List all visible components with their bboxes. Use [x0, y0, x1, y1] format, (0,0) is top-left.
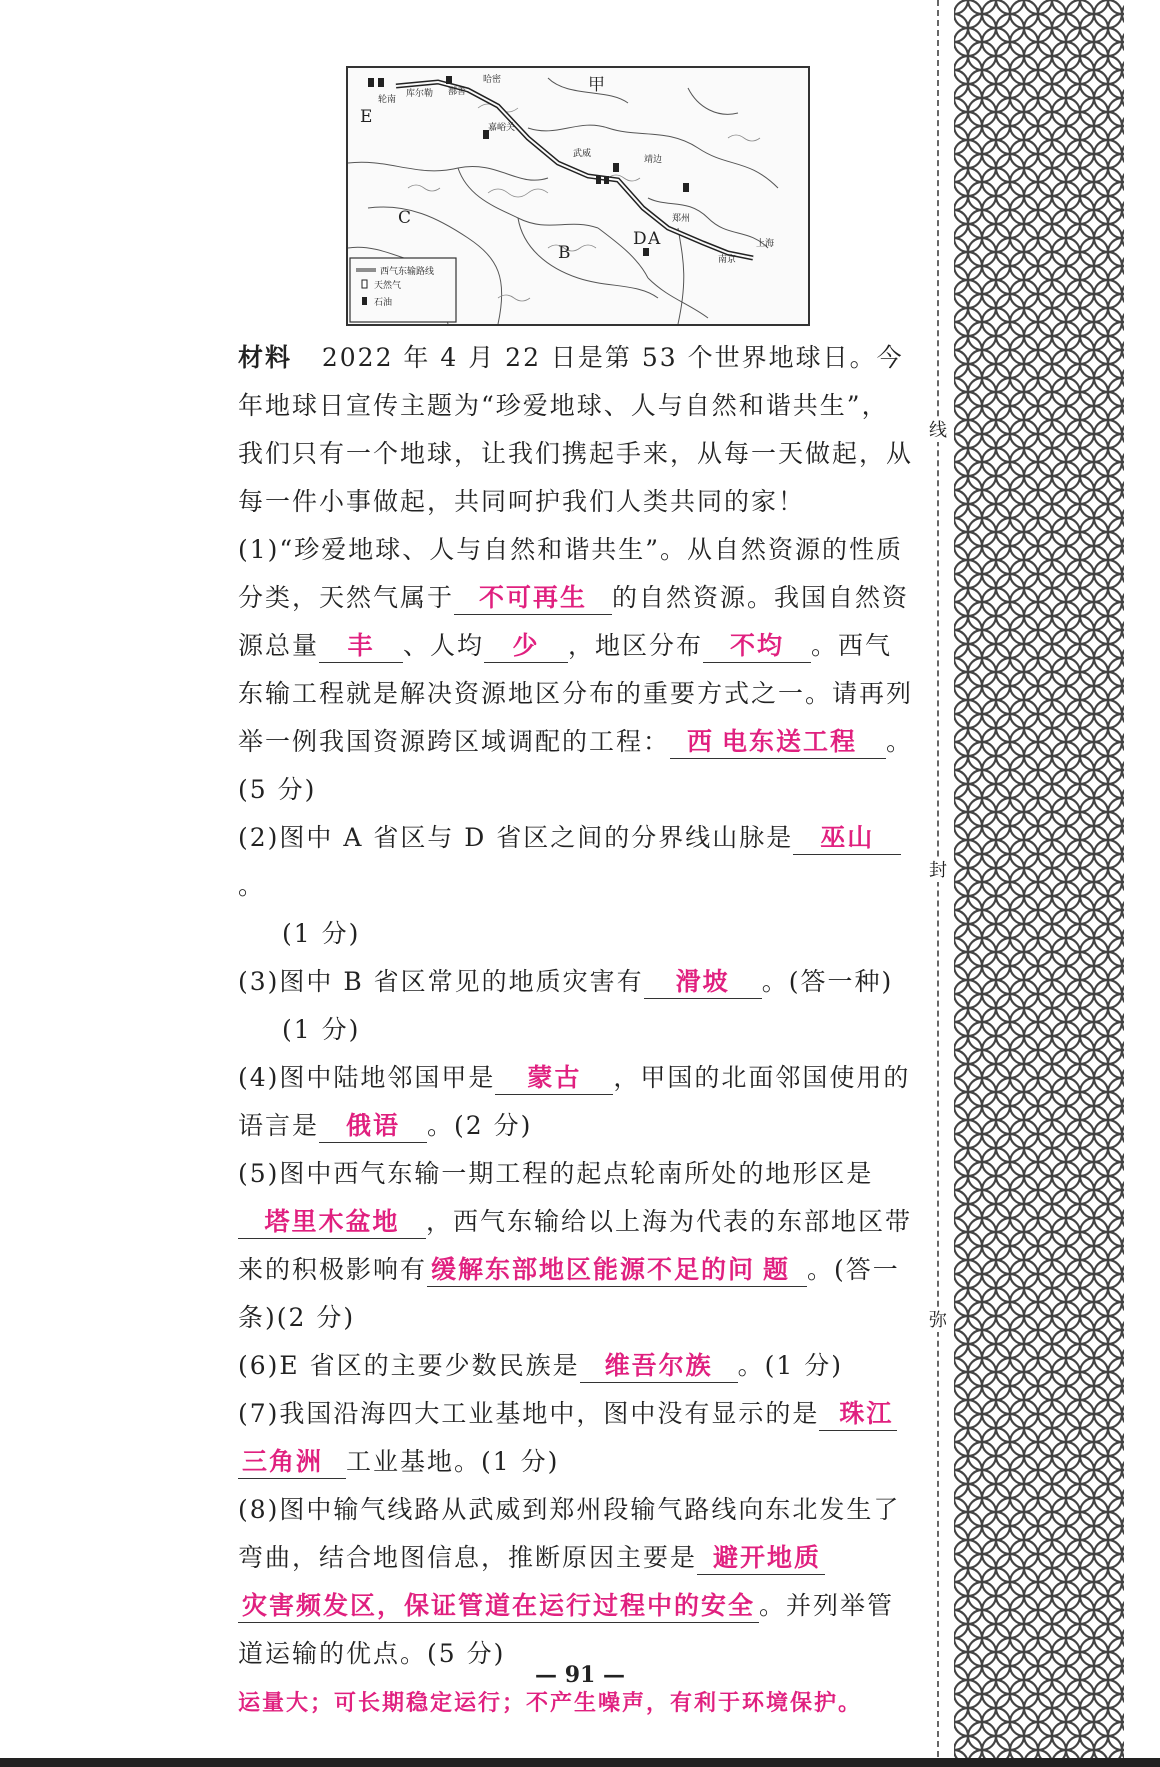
q6-text-2: 。(1 分): [737, 1351, 843, 1380]
q3-text-1: (3)图中 B 省区常见的地质灾害有: [238, 967, 644, 996]
q2-answer-1: 巫山: [793, 822, 901, 855]
legend-gas: 天然气: [374, 281, 402, 291]
binding-mark-xian: 线: [924, 420, 952, 442]
q1-text-5: 。西气东输工程就是解决资源地区分布的重要方式之一。请再列举一例我国资源跨区域调配的工程：: [238, 631, 914, 756]
q1-text-2: 的自然资源。我国自然资源总量: [238, 583, 910, 660]
city-shanghai: 上海: [756, 239, 775, 249]
q4-answer-1: 蒙古: [495, 1062, 613, 1095]
q1-text-4: ，地区分布: [568, 631, 704, 660]
q3-text-2: 。(答一种): [761, 967, 894, 996]
question-content: [238, 334, 914, 1728]
q1-answer-1: 不可再生: [454, 582, 612, 615]
region-label-d: D: [633, 229, 647, 249]
city-shanshan: 鄯善: [448, 87, 467, 97]
q5-text-2: ，西气东输给以上海为代表的东部地区带来的积极影响有: [238, 1207, 913, 1284]
q1-answer-5a: 西: [670, 726, 718, 759]
question-5: [238, 1150, 914, 1342]
region-label-c: C: [398, 208, 412, 228]
decorative-pattern-strip: [954, 0, 1124, 1762]
q4-text-1: (4)图中陆地邻国甲是: [238, 1063, 496, 1092]
city-hami: 哈密: [483, 75, 502, 85]
map-figure: [346, 66, 810, 326]
region-label-a: A: [648, 229, 661, 249]
q1-text-6: 。(5 分): [238, 727, 914, 804]
q7-text-1: (7)我国沿海四大工业基地中，图中没有显示的是: [238, 1399, 820, 1428]
q1-answer-5b: 电东送工程: [718, 726, 886, 759]
material-label: 材料: [238, 343, 293, 372]
page-number: — 91 —: [535, 1662, 625, 1688]
city-wuwei: 武威: [573, 149, 592, 159]
q7-answer-1b: 三角洲: [238, 1446, 346, 1479]
q8-answer-2: 运量大；可长期稳定运行；不产生噪声，有利于环境保护。: [238, 1691, 863, 1716]
q5-answer-2a: 缓解东部地区能源不足的问: [427, 1254, 759, 1287]
q1-answer-2: 丰: [319, 630, 403, 663]
country-label-jia: 甲: [588, 75, 605, 95]
q8-answer-1b: 灾害频发区，保证管道在运行过程中的安全: [238, 1590, 759, 1623]
question-4: [238, 1054, 914, 1150]
binding-mark-feng: 封: [924, 860, 952, 882]
q1-text-1: (1)“珍爱地球、人与自然和谐共生”。从自然资源的性质分类，天然气属于: [238, 535, 903, 612]
question-8: [238, 1486, 914, 1728]
city-zhengzhou: 郑州: [672, 214, 691, 224]
binding-dashed-line: [937, 0, 939, 1767]
q8-text-2: 。并列举管道运输的优点。(5 分): [238, 1591, 895, 1668]
question-7: [238, 1390, 914, 1486]
material-paragraph: [238, 334, 914, 526]
q1-text-3: 、人均: [403, 631, 485, 660]
q3-score: (1 分): [282, 1015, 361, 1044]
region-label-b: B: [558, 243, 571, 263]
question-3: [238, 958, 914, 1054]
q6-text-1: (6)E 省区的主要少数民族是: [238, 1351, 580, 1380]
q7-text-2: 工业基地。(1 分): [346, 1447, 560, 1476]
q1-answer-4: 不均: [703, 630, 811, 663]
city-kuerle: 库尔勒: [406, 89, 434, 99]
q3-answer-1: 滑坡: [644, 966, 762, 999]
legend-pipeline: 西气东输路线: [380, 267, 435, 277]
q8-answer-1a: 避开地质: [697, 1542, 825, 1575]
region-label-e: E: [360, 107, 373, 127]
q2-text-2: 。: [238, 871, 266, 900]
q7-answer-1a: 珠江: [819, 1398, 897, 1431]
q4-answer-2: 俄语: [319, 1110, 427, 1143]
q6-answer-1: 维吾尔族: [580, 1350, 738, 1383]
q8-text-1: (8)图中输气线路从武威到郑州段输气路线向东北发生了弯曲，结合地图信息，推断原因主要是: [238, 1495, 901, 1572]
city-nanjing: 南京: [718, 255, 737, 265]
q4-text-2: ，甲国的北面邻国使用的语言是: [238, 1063, 911, 1140]
binding-mark-mi: 弥: [924, 1310, 952, 1332]
q5-text-3: 。(答一条)(2 分): [238, 1255, 900, 1332]
question-6: [238, 1342, 914, 1390]
q2-text-1: (2)图中 A 省区与 D 省区之间的分界线山脉是: [238, 823, 794, 852]
question-1: [238, 526, 914, 814]
city-lunnan: 轮南: [378, 95, 397, 105]
city-jiayuguan: 嘉峪关: [488, 123, 516, 133]
map-legend: [350, 258, 456, 322]
q5-text-1: (5)图中西气东输一期工程的起点轮南所处的地形区是: [238, 1159, 874, 1188]
q4-text-3: 。(2 分): [427, 1111, 533, 1140]
legend-oil: 石油: [374, 298, 393, 308]
q1-answer-3: 少: [484, 630, 568, 663]
q2-score: (1 分): [282, 919, 361, 948]
q5-answer-2b: 题: [759, 1254, 807, 1287]
map-svg: [348, 68, 808, 324]
material-text: 2022 年 4 月 22 日是第 53 个世界地球日。今年地球日宣传主题为“珍爱地球、人与自然和谐共生”，我们只有一个地球，让我们携起手来，从每一天做起，从每一件小事做起，共同呵护我们人类共同的家！: [238, 343, 914, 516]
bottom-edge-bar: [0, 1758, 1160, 1767]
question-2: [238, 814, 914, 958]
city-jingbian: 靖边: [644, 155, 663, 165]
q5-answer-1: 塔里木盆地: [238, 1206, 426, 1239]
